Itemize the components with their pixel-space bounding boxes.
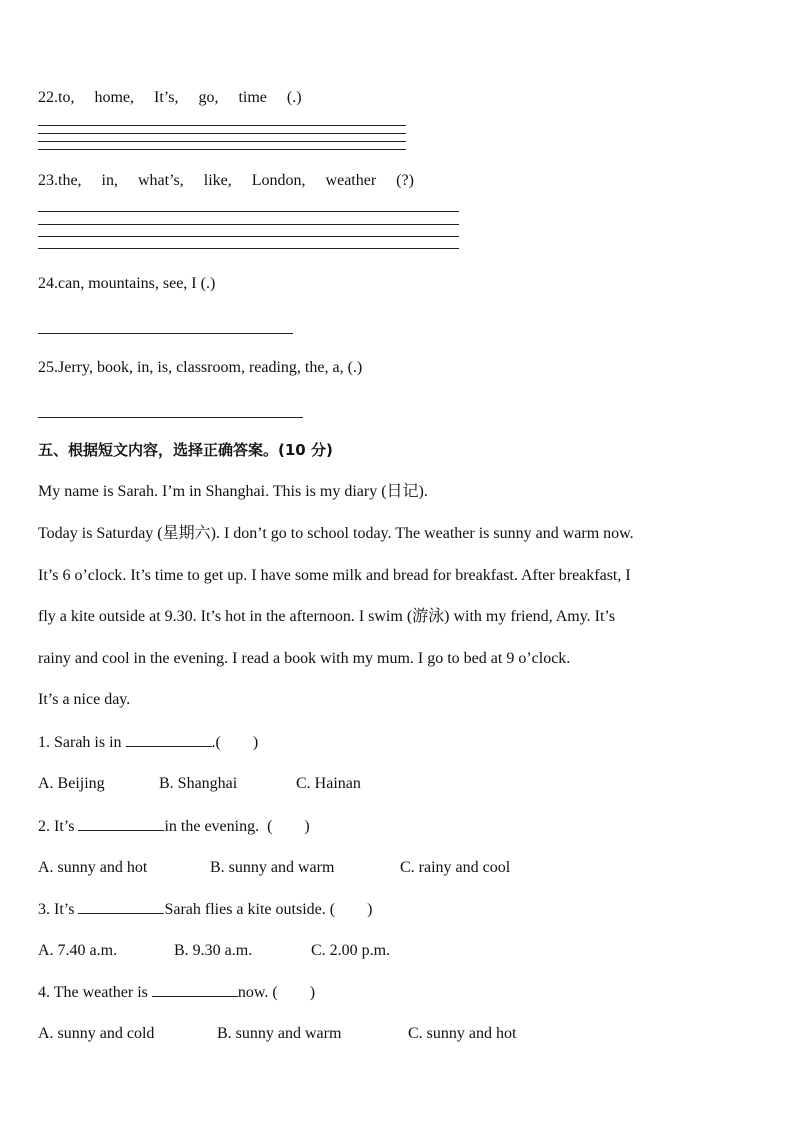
- answer-line[interactable]: [38, 125, 406, 126]
- word-list: to, home, It’s, go, time (.): [58, 89, 302, 106]
- question-number: 22.: [38, 89, 58, 106]
- question: [38, 732, 258, 753]
- option-b[interactable]: B. sunny and warm: [217, 1025, 342, 1042]
- question-number: 23.: [38, 172, 58, 189]
- answer-line[interactable]: [38, 141, 406, 142]
- answer-line[interactable]: [38, 211, 459, 212]
- option-a[interactable]: A. sunny and hot: [38, 859, 148, 876]
- question-text: 1. Sarah is in: [38, 734, 126, 751]
- question-text: 2. It’s: [38, 818, 79, 835]
- passage-line: rainy and cool in the evening. I read a book with my mum. I go to bed at 9 o’clock.: [38, 650, 571, 667]
- question-22: [38, 88, 302, 108]
- answer-blank[interactable]: [78, 816, 164, 831]
- passage-line: My name is Sarah. I’m in Shanghai. This is my diary (日记).: [38, 483, 428, 500]
- answer-line[interactable]: [38, 417, 303, 418]
- question-text-tail: Sarah flies a kite outside. ( ): [164, 901, 373, 918]
- word-list: Jerry, book, in, is, classroom, reading, the, a, (.): [58, 359, 363, 376]
- option-c[interactable]: C. sunny and hot: [408, 1025, 517, 1042]
- passage-line: fly a kite outside at 9.30. It’s hot in the afternoon. I swim (游泳) with my friend, Amy. It’s: [38, 608, 616, 625]
- options-row: [38, 858, 510, 878]
- passage-line: It’s a nice day.: [38, 691, 131, 708]
- answer-line[interactable]: [38, 236, 459, 237]
- option-a[interactable]: A. 7.40 a.m.: [38, 942, 118, 959]
- answer-line[interactable]: [38, 133, 406, 134]
- question: [38, 899, 372, 920]
- question-text-tail: .( ): [211, 734, 259, 751]
- answer-blank[interactable]: [78, 899, 164, 914]
- question: [38, 982, 315, 1003]
- option-c[interactable]: C. 2.00 p.m.: [311, 942, 391, 959]
- question-text-tail: in the evening. ( ): [164, 818, 310, 835]
- answer-line[interactable]: [38, 333, 293, 334]
- question-text-tail: now. ( ): [237, 984, 316, 1001]
- answer-line[interactable]: [38, 149, 406, 150]
- options-row: [38, 1024, 516, 1044]
- answer-blank[interactable]: [152, 982, 238, 997]
- answer-line[interactable]: [38, 224, 459, 225]
- question-text: 4. The weather is: [38, 984, 152, 1001]
- options-row: [38, 774, 361, 794]
- option-b[interactable]: B. Shanghai: [159, 775, 238, 792]
- section-title: 五、根据短文内容，选择正确答案。(10 分): [38, 441, 333, 459]
- question-24: [38, 274, 215, 294]
- question-number: 25.: [38, 359, 58, 376]
- answer-line[interactable]: [38, 248, 459, 249]
- option-c[interactable]: C. Hainan: [296, 775, 361, 792]
- question-text: 3. It’s: [38, 901, 79, 918]
- option-b[interactable]: B. 9.30 a.m.: [174, 942, 253, 959]
- word-list: the, in, what’s, like, London, weather (?): [58, 172, 414, 189]
- options-row: [38, 941, 390, 961]
- option-a[interactable]: A. sunny and cold: [38, 1025, 155, 1042]
- word-list: can, mountains, see, I (.): [58, 275, 216, 292]
- option-a[interactable]: A. Beijing: [38, 775, 105, 792]
- question: [38, 816, 310, 837]
- passage-line: It’s 6 o’clock. It’s time to get up. I have some milk and bread for breakfast. After breakfast, I: [38, 567, 631, 584]
- option-b[interactable]: B. sunny and warm: [210, 859, 335, 876]
- answer-blank[interactable]: [126, 732, 212, 747]
- question-23: [38, 171, 414, 191]
- option-c[interactable]: C. rainy and cool: [400, 859, 511, 876]
- question-25: [38, 358, 362, 378]
- question-number: 24.: [38, 275, 58, 292]
- passage-line: Today is Saturday (星期六). I don’t go to school today. The weather is sunny and warm now.: [38, 525, 634, 542]
